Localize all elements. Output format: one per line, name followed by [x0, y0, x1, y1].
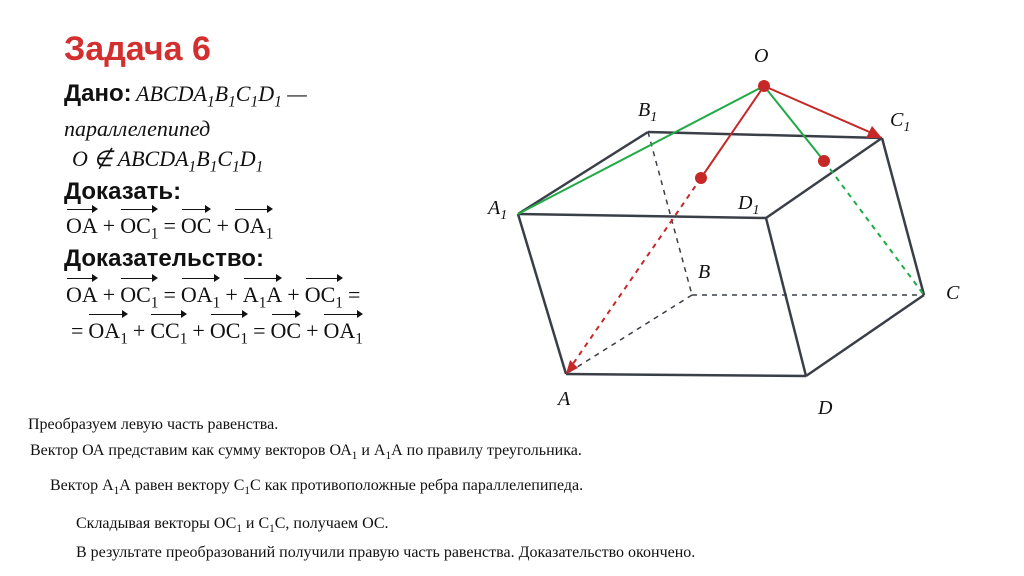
- label-b1: $B_1$: [638, 99, 658, 125]
- formula-operator: +: [216, 213, 229, 238]
- point-red-intersection: [695, 172, 707, 184]
- label-b: B: [698, 261, 711, 283]
- formula-operator: +: [287, 282, 300, 307]
- explanation-line-5: В результате преобразований получили правую часть равенства. Доказательство окончено.: [76, 544, 696, 561]
- point-green-intersection: [818, 155, 830, 167]
- formula-vector: $OA_1$: [234, 208, 273, 243]
- explanation-line-3: Вектор $А_1А$ равен вектору $С_1С$ как противоположные ребра параллелепипеда.: [50, 477, 584, 498]
- formula-vector: $A_1A$: [243, 277, 282, 312]
- edge-c1-d1: [766, 138, 882, 218]
- given-figure-rest: $_1B_1C_1D_1$ —: [206, 81, 307, 111]
- explanation-line-2: Вектор ОА представим как сумму векторов $ОА_1$ и $А_1А$ по правилу треугольника.: [30, 442, 582, 463]
- edge-d1-a1: [518, 214, 766, 218]
- given-line-2: параллелепипед: [64, 116, 211, 141]
- edge-b1-b: [648, 132, 692, 295]
- formula-vector: $OA_1$: [88, 313, 127, 348]
- formula-operator: +: [102, 213, 116, 238]
- edge-c1-c: [882, 138, 924, 295]
- edge-b-a: [566, 295, 692, 374]
- formula-vector: $CC_1$: [150, 313, 187, 348]
- formula-operator: =: [71, 318, 84, 343]
- formula-operator: +: [192, 318, 205, 343]
- label-o: O: [754, 45, 769, 67]
- vector-o-a-arrowhead: [566, 360, 578, 374]
- given-figure-prefix: ABCDA: [136, 81, 207, 106]
- formula-vector: $OC_1$: [120, 277, 158, 312]
- edge-d1-d: [766, 218, 806, 376]
- formula-vector: $OC_1$: [210, 313, 248, 348]
- point-o: [758, 80, 770, 92]
- formula-vector: OC: [271, 313, 302, 344]
- formula-operator: +: [306, 318, 319, 343]
- prove-label: Доказать:: [64, 178, 182, 205]
- given-condition-prefix: O ∉ ABCDA: [72, 146, 189, 171]
- formula-operator: +: [225, 282, 238, 307]
- formula-operator: +: [132, 318, 146, 343]
- formula-vector: $OC_1$: [305, 277, 343, 312]
- given-condition-rest: $_1B_1C_1D_1$: [188, 146, 264, 176]
- edge-a-d: [566, 374, 806, 376]
- label-a1: $A_1$: [488, 197, 508, 223]
- explanation-line-1: Преобразуем левую часть равенства.: [28, 416, 279, 433]
- label-d: D: [818, 397, 833, 419]
- segment-red-point-a: [566, 178, 701, 374]
- edge-d-c: [806, 295, 924, 376]
- segment-green-point-c: [824, 161, 924, 295]
- formula-operator: =: [163, 282, 176, 307]
- formula-vector: OA: [66, 277, 98, 308]
- proof-label: Доказательство:: [64, 245, 264, 272]
- given-label: Дано:: [64, 80, 132, 107]
- formula-operator: =: [253, 318, 266, 343]
- explanation-line-4: Складывая векторы $ОС_1$ и $С_1С$, получаем ОС.: [76, 515, 389, 536]
- label-d1: $D_1$: [738, 192, 760, 218]
- label-c: C: [946, 282, 960, 304]
- vector-o-c1: [764, 86, 874, 134]
- formula-operator: =: [347, 282, 361, 307]
- edge-a1-b1: [518, 132, 648, 214]
- segment-o-red-point: [701, 86, 764, 178]
- segment-o-green-point: [764, 86, 824, 161]
- formula-operator: =: [163, 213, 176, 238]
- task-title: Задача 6: [64, 30, 211, 68]
- formula-vector: $OA_1$: [323, 313, 362, 348]
- formula-vector: OC: [181, 208, 212, 239]
- formula-operator: +: [102, 282, 116, 307]
- formula-vector: $OA_1$: [181, 277, 220, 312]
- label-a: A: [558, 388, 571, 410]
- formula-vector: $OC_1$: [120, 208, 158, 243]
- label-c1: $C_1$: [890, 109, 911, 135]
- edge-a1-a: [518, 214, 566, 374]
- edge-b1-c1: [648, 132, 882, 138]
- formula-vector: OA: [66, 208, 98, 239]
